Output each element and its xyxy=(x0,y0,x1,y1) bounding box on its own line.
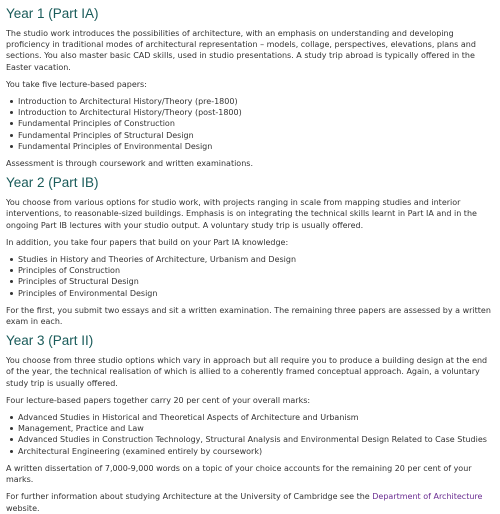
list-item: Fundamental Principles of Construction xyxy=(18,118,494,129)
year3-heading: Year 3 (Part II) xyxy=(6,333,94,349)
further-info-after: website. xyxy=(6,503,40,513)
year1-papers-intro: You take five lecture-based papers: xyxy=(6,79,147,89)
list-item: Management, Practice and Law xyxy=(18,423,494,434)
list-item: Principles of Environmental Design xyxy=(18,288,494,299)
year3-papers-list xyxy=(6,412,494,457)
further-info xyxy=(6,491,494,513)
list-item: Principles of Construction xyxy=(18,265,494,276)
year2-section xyxy=(6,175,494,327)
year1-heading: Year 1 (Part IA) xyxy=(6,6,99,21)
year2-papers-intro: In addition, you take four papers that build on your Part IA knowledge: xyxy=(6,237,289,247)
list-item: Fundamental Principles of Structural Design xyxy=(18,130,494,141)
list-item: Introduction to Architectural History/Theory (pre-1800) xyxy=(18,96,494,107)
year3-section xyxy=(6,333,494,513)
list-item: Studies in History and Theories of Architecture, Urbanism and Design xyxy=(18,254,494,265)
list-item: Advanced Studies in Construction Technology, Structural Analysis and Environmental Design Related to Case Studies xyxy=(18,434,494,445)
list-item: Advanced Studies in Historical and Theoretical Aspects of Architecture and Urbanism xyxy=(18,412,494,423)
year2-intro: You choose from various options for studio work, with projects ranging in scale from mapping studies and interior interventions, to reasonable-sized buildings. Emphasis is on integrating the technical skills learnt in Part IA and in the ongoing Part IB lectures with your studio output. A voluntary study trip is usually offered. xyxy=(6,198,477,230)
list-item: Fundamental Principles of Environmental Design xyxy=(18,141,494,152)
list-item: Introduction to Architectural History/Theory (post-1800) xyxy=(18,107,494,118)
year2-papers-list xyxy=(6,254,494,299)
year3-intro: You choose from three studio options which vary in approach but all require you to produce a building design at the end of the year, the technical realisation of which is allied to a coherently framed conceptual approach. Again, a voluntary study trip is usually offered. xyxy=(6,356,488,388)
list-item: Architectural Engineering (examined entirely by coursework) xyxy=(18,446,494,457)
year1-assessment: Assessment is through coursework and written examinations. xyxy=(6,159,253,169)
year1-section xyxy=(6,6,494,169)
list-item: Principles of Structural Design xyxy=(18,276,494,287)
further-info-before: For further information about studying Architecture at the University of Cambridge see the xyxy=(6,492,373,502)
year2-assessment: For the first, you submit two essays and sit a written examination. The remaining three papers are assessed by a written exam in each. xyxy=(6,305,491,327)
year2-heading: Year 2 (Part IB) xyxy=(6,175,99,191)
year1-intro: The studio work introduces the possibilities of architecture, with an emphasis on understanding and developing proficiency in traditional modes of architectural representation – models, collage, perspectives, elevations, plans and sections. You also master basic CAD skills, used in studio presentations. A study trip abroad is typically offered in the Easter vacation. xyxy=(6,29,476,72)
year3-dissertation: A written dissertation of 7,000-9,000 words on a topic of your choice accounts for the remaining 20 per cent of your marks. xyxy=(6,463,472,485)
department-link[interactable]: Department of Architecture xyxy=(372,492,483,502)
year1-papers-list xyxy=(6,96,494,152)
year3-papers-intro: Four lecture-based papers together carry 20 per cent of your overall marks: xyxy=(6,395,311,405)
